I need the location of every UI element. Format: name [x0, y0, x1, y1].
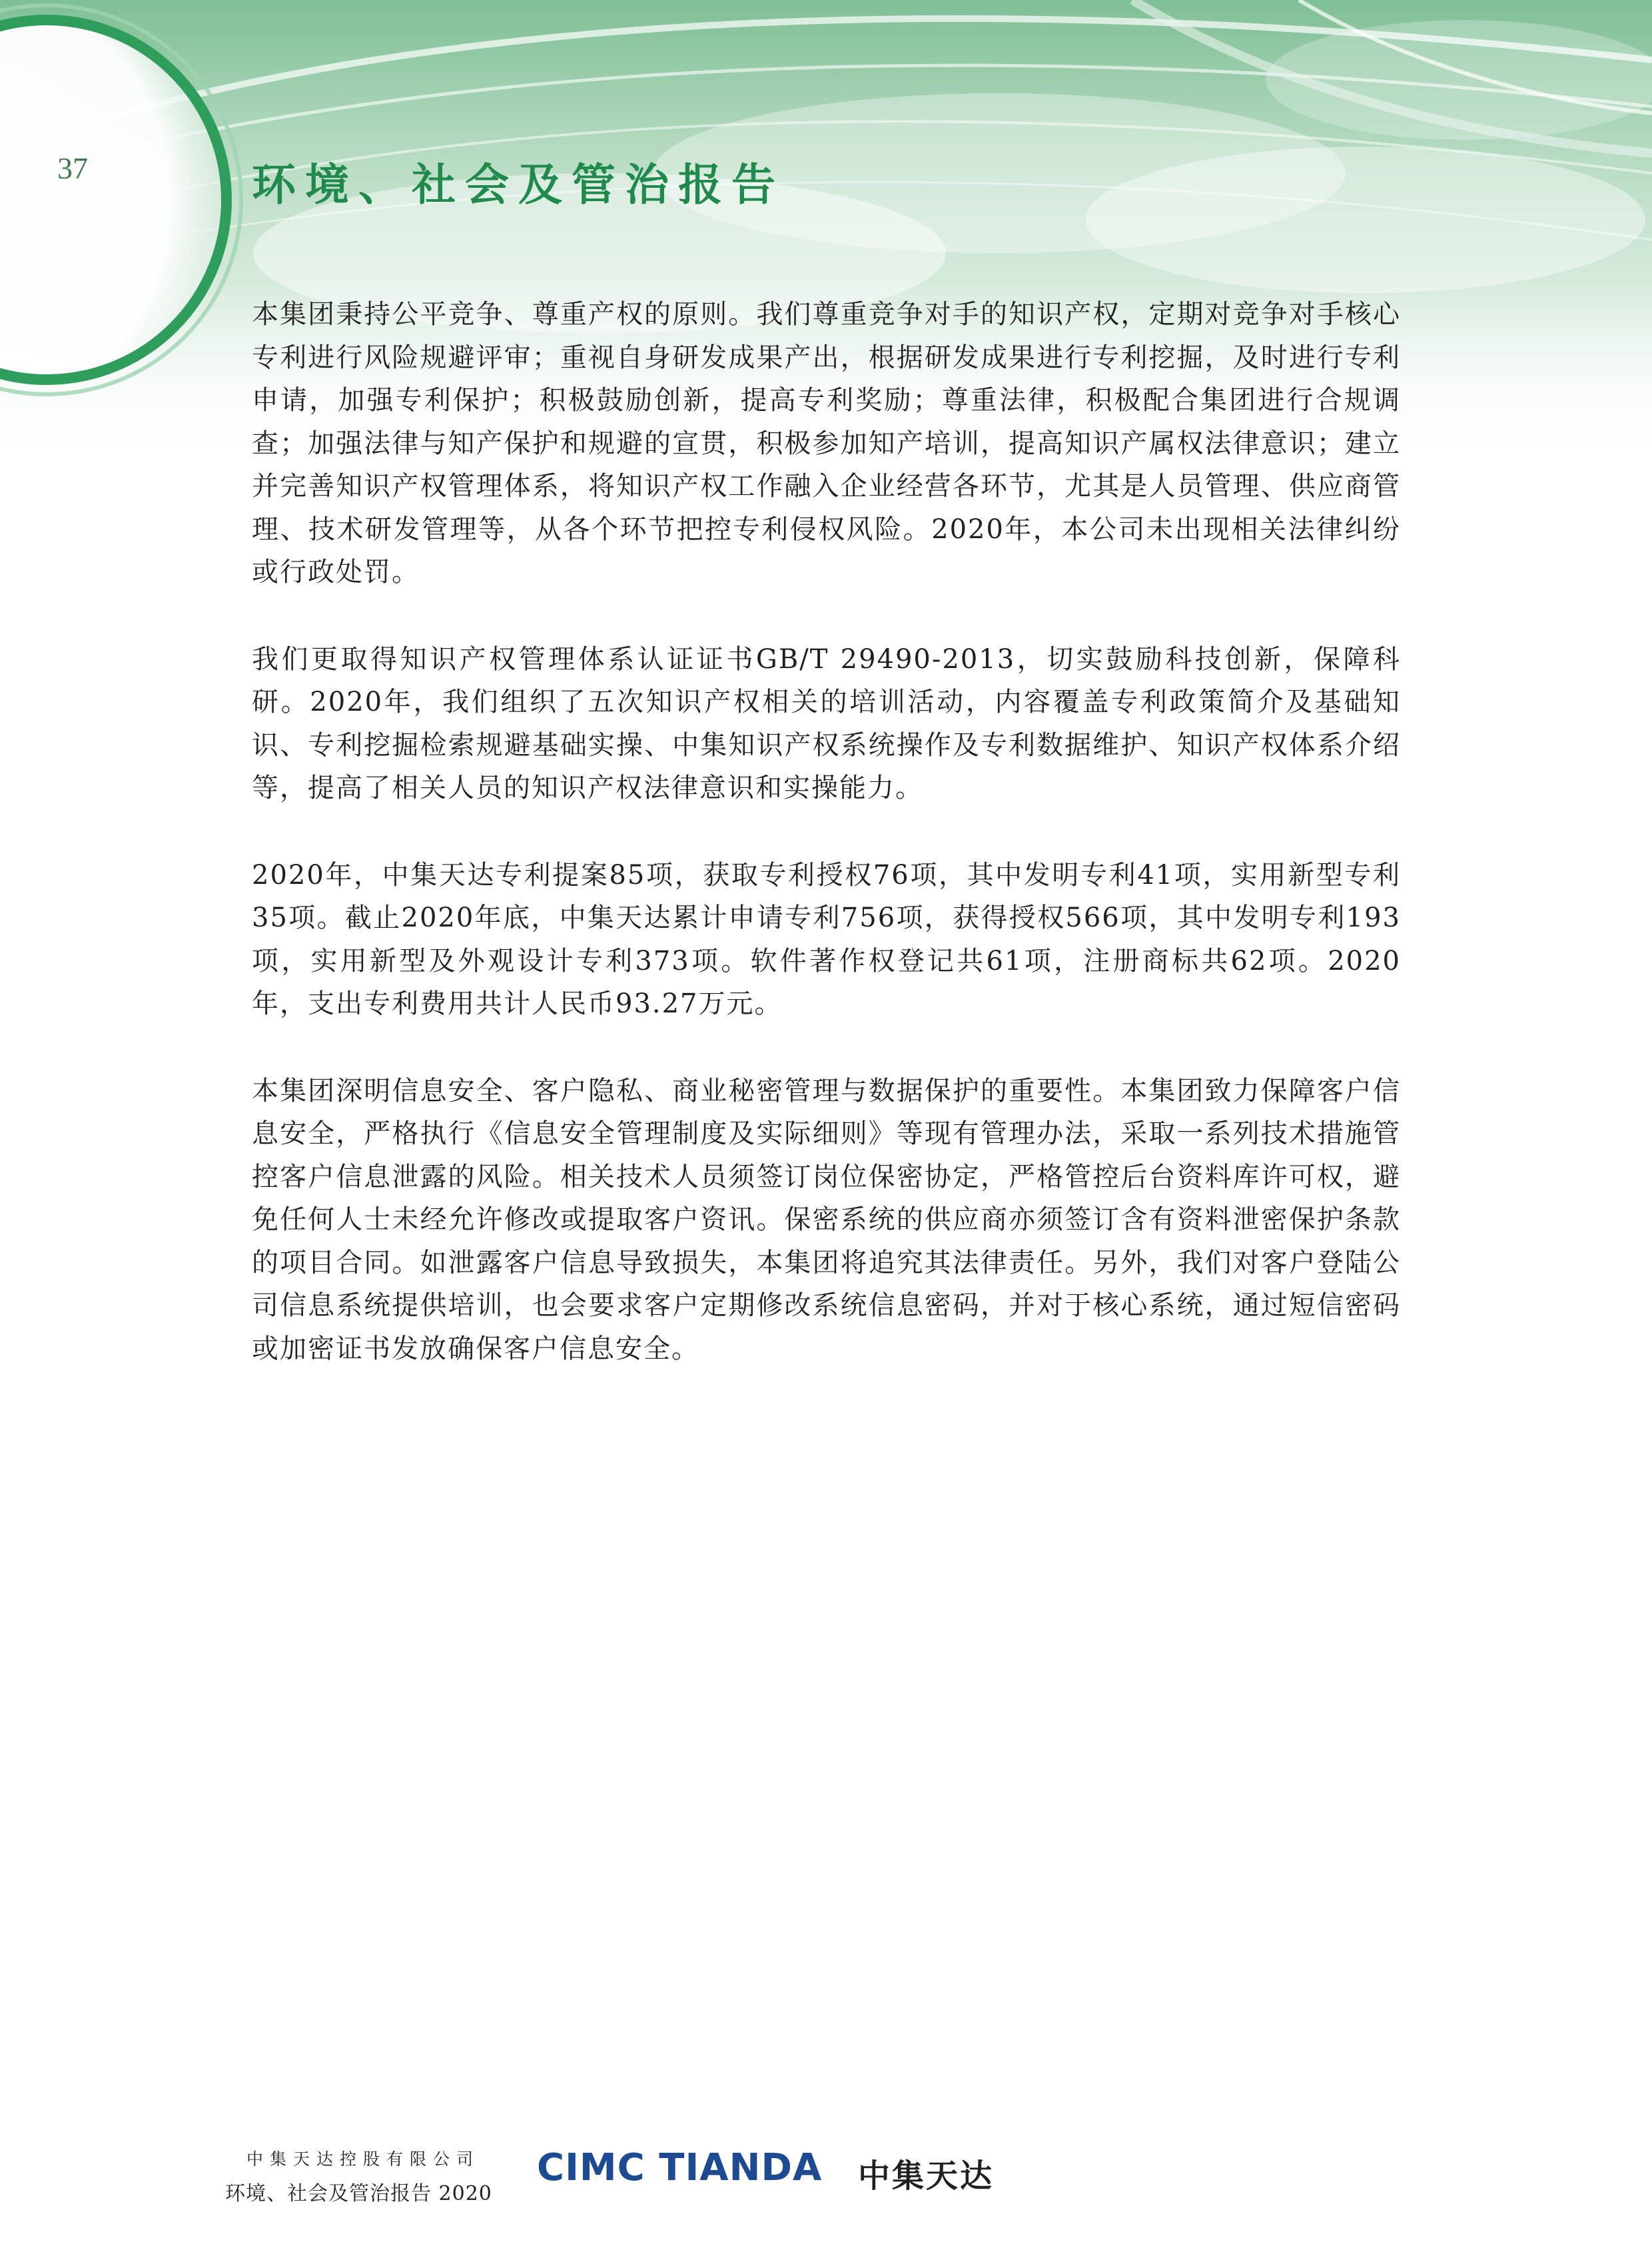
cimc-tianda-logo: CIMC TIANDA: [537, 2146, 823, 2189]
page-number: 37: [57, 151, 88, 185]
paragraph-ip-principles: 本集团秉持公平竞争、尊重产权的原则。我们尊重竞争对手的知识产权，定期对竞争对手核心专利进行风险规避评审；重视自身研发成果产出，根据研发成果进行专利挖掘，及时进行专利申请，加强专利保护；积极鼓励创新，提高专利奖励；尊重法律，积极配合集团进行合规调查；加强法律与知产保护和规避的宣贯，积极参加知产培训，提高知识产属权法律意识；建立并完善知识产权管理体系，将知识产权工作融入企业经营各环节，尤其是人员管理、供应商管理、技术研发管理等，从各个环节把控专利侵权风险。2020年，本公司未出现相关法律纠纷或行政处罚。: [252, 299, 1401, 587]
footer-company-name: 中集天达控股有限公司: [246, 2149, 480, 2169]
page-title: 环境、社会及管治报告: [252, 159, 785, 210]
paragraph-information-security: 本集团深明信息安全、客户隐私、商业秘密管理与数据保护的重要性。本集团致力保障客户信息安全，严格执行《信息安全管理制度及实际细则》等现有管理办法，采取一系列技术措施管控客户信息泄露的风险。相关技术人员须签订岗位保密协定，严格管控后台资料库许可权，避免任何人士未经允许修改或提取客户资讯。保密系统的供应商亦须签订含有资料泄密保护条款的项目合同。如泄露客户信息导致损失，本集团将追究其法律责任。另外，我们对客户登陆公司信息系统提供培训，也会要求客户定期修改系统信息密码，并对于核心系统，通过短信密码或加密证书发放确保客户信息安全。: [252, 1075, 1401, 1364]
cimc-tianda-logo-chinese: 中集天达: [858, 2157, 995, 2195]
paragraph-patent-statistics: 2020年，中集天达专利提案85项，获取专利授权76项，其中发明专利41项，实用新型专利35项。截止2020年底，中集天达累计申请专利756项，获得授权566项，其中发明专利193项，实用新型及外观设计专利373项。软件著作权登记共61项，注册商标共62项。2020年，支出专利费用共计人民币93.27万元。: [252, 859, 1401, 1019]
paragraph-ip-certification: 我们更取得知识产权管理体系认证证书GB/T 29490-2013，切实鼓励科技创新，保障科研。2020年，我们组织了五次知识产权相关的培训活动，内容覆盖专利政策简介及基础知识、专利挖掘检索规避基础实操、中集知识产权系统操作及专利数据维护、知识产权体系介绍等，提高了相关人员的知识产权法律意识和实操能力。: [252, 643, 1401, 803]
page-footer: [0, 2131, 1652, 2242]
body-content: [252, 293, 1401, 1414]
footer-report-name: 环境、社会及管治报告 2020: [225, 2182, 492, 2205]
